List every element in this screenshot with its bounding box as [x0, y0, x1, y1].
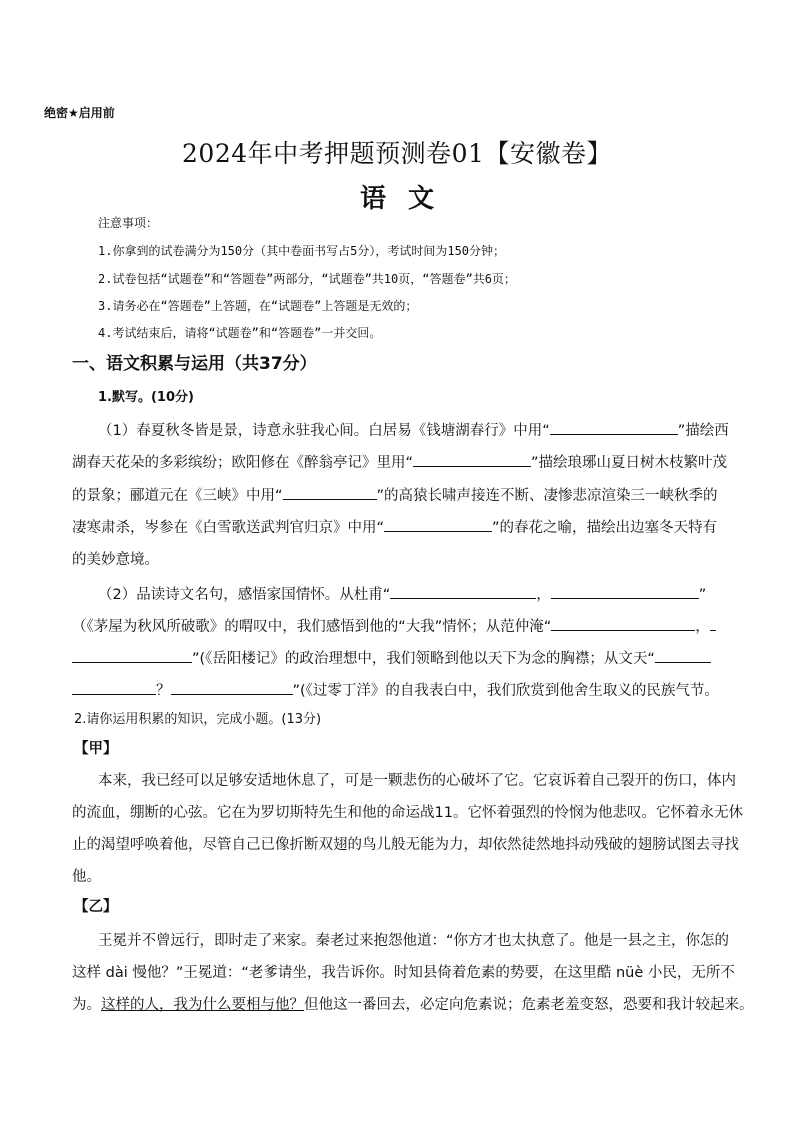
section-heading: 一、语文积累与运用（共37分）: [72, 354, 317, 374]
note-item: 2.试卷包括“试题卷”和“答题卷”两部分，“试题卷”共10页，“答题卷”共6页；: [98, 272, 516, 286]
underlined-sentence: 这样的人，我为什么要相与他？: [101, 997, 304, 1013]
q1-line: （1）春夏秋冬皆是景，诗意永驻我心间。白居易《钱塘湖春行》中用“ ”描绘西: [98, 419, 729, 440]
q1-line: ”(《岳阳楼记》的政治理想中，我们领略到他以天下为念的胸襟；从文天“: [72, 647, 711, 668]
answer-blank[interactable]: [283, 485, 377, 500]
passage-line: 这样 dài 慢他？”王冕道：“老爹请坐，我告诉你。时知县倚着危素的势要，在这里酷 nüè 小民，无所不: [72, 965, 735, 981]
passage-line: 王冕并不曾远行，即时走了来家。秦老过来抱怨他道：“你方才也太执意了。他是一县之主，你怎的: [98, 933, 730, 949]
passage-line: 的流血，绷断的心弦。它在为罗切斯特先生和他的命运战11。它怀着强烈的怜悯为他悲叹。它怀着永无休: [72, 805, 743, 821]
answer-blank[interactable]: [384, 517, 492, 532]
q1-line: 凄寒肃杀，岑参在《白雪歌送武判官归京》中用“ ”的春花之喻，描绘出边塞冬天特有: [72, 516, 717, 537]
passage-line: 本来，我已经可以足够安适地休息了，可是一颗悲伤的心破坏了它。它哀诉着自己裂开的伤口，体内: [98, 773, 736, 789]
q1-line: 的景象；郦道元在《三峡》中用“ ”的高猿长啸声接连不断、凄惨悲凉渲染三一峡秋季的: [72, 484, 718, 505]
answer-blank[interactable]: [171, 680, 293, 695]
answer-blank[interactable]: [551, 616, 695, 631]
q1-line: 的美妙意境。: [72, 552, 159, 568]
question-1-heading: 1.默写。(10分): [98, 390, 194, 405]
q1-line: 湖春天花朵的多彩缤纷；欧阳修在《醉翁亭记》里用“ ”描绘琅琊山夏日树木枝繁叶茂: [72, 451, 727, 472]
note-item: 4.考试结束后，请将“试题卷”和“答题卷”一并交回。: [98, 326, 382, 340]
q1-line: （2）品读诗文名句，感悟家国情怀。从杜甫“ ， ”: [98, 583, 706, 604]
answer-blank[interactable]: [413, 452, 531, 467]
passage-yi-label: 【乙】: [74, 899, 118, 915]
question-2-heading: 2.请你运用积累的知识，完成小题。(13分): [74, 712, 322, 727]
subject-title: 语文: [359, 184, 456, 214]
confidential-mark: 绝密★启用前: [44, 106, 115, 120]
passage-line: 为。这样的人，我为什么要相与他？但他这一番回去，必定向危素说；危素老羞变怒，恐要和我计较起来。: [72, 997, 754, 1013]
note-item: 3.请务必在“答题卷”上答题，在“试题卷”上答题是无效的；: [98, 299, 418, 313]
answer-blank[interactable]: [72, 648, 192, 663]
passage-line: 止的渴望呼唤着他，尽管自己已像折断双翅的鸟儿般无能为力，却依然徒然地抖动残破的翅膀试图去寻找: [72, 837, 739, 853]
answer-blank[interactable]: [655, 648, 711, 663]
passage-line: 他。: [72, 869, 101, 885]
notes-heading: 注意事项：: [98, 216, 159, 230]
answer-blank[interactable]: [390, 584, 536, 599]
q1-line: ？ ”(《过零丁洋》的自我表白中，我们欣赏到他舍生取义的民族气节。: [72, 679, 719, 700]
answer-blank[interactable]: [72, 680, 156, 695]
answer-blank[interactable]: [551, 584, 699, 599]
answer-blank[interactable]: [550, 420, 678, 435]
passage-jia-label: 【甲】: [74, 741, 118, 757]
answer-blank[interactable]: [710, 616, 716, 631]
note-item: 1.你拿到的试卷满分为150分（其中卷面书写占5分），考试时间为150分钟；: [98, 244, 506, 258]
page-title: 2024年中考押题预测卷01【安徽卷】: [182, 139, 612, 168]
q1-line: （《茅屋为秋风所破歌》的喟叹中，我们感悟到他的“大我”情怀；从范仲淹“ ，: [72, 615, 716, 636]
